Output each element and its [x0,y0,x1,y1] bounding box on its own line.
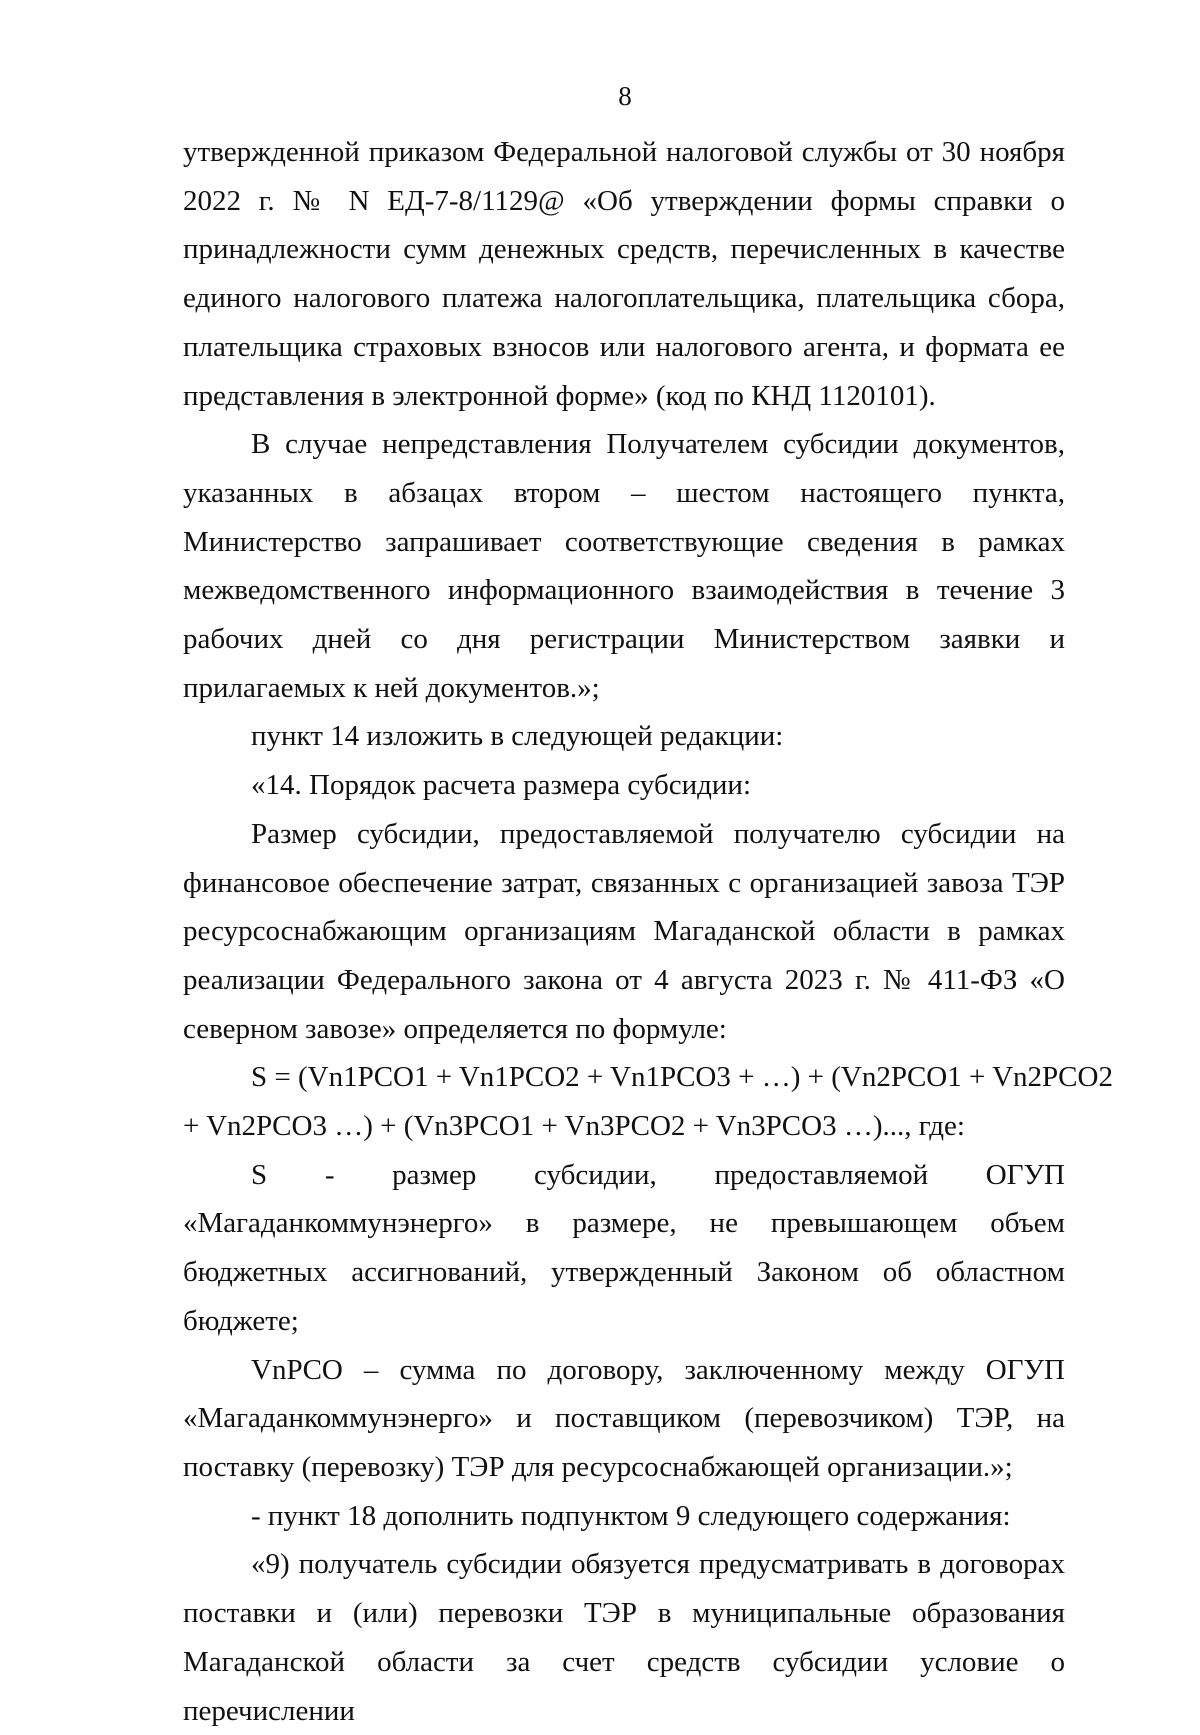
paragraph-5: Размер субсидии, предоставляемой получателю субсидии на финансовое обеспечение затрат, связанных с организацией завоза ТЭР ресурсоснабжающим организациям Магаданской области в рамках реализации Федерального закона от 4 августа 2023 г. № 411-ФЗ «О северном завозе» определяется по формуле: [183,817,1065,1045]
paragraph-7: S - размер субсидии, предоставляемой ОГУП «Магаданкоммунэнерго» в размере, не превышающем объем бюджетных ассигнований, утвержденный Законом об областном бюджете; [183,1158,1065,1337]
paragraph-4: «14. Порядок расчета размера субсидии: [251,769,752,802]
paragraph-10: «9) получатель субсидии обязуется предусматривать в договорах поставки и (или) перевозки ТЭР в муниципальные образования Магаданской области за счет средств субсидии условие о перечислении [183,1548,1065,1727]
page-number: 8 [618,81,632,111]
paragraph-1: утвержденной приказом Федеральной налоговой службы от 30 ноября 2022 г. № N ЕД-7-8/1129@ «Об утверждении формы справки о принадлежности сумм денежных средств, перечисленных в качестве единого налогового платежа налогоплательщика, плательщика сбора, плательщика страховых взносов или налогового агента, и формата ее представления в электронной форме» (код по КНД 1120101). [183,136,1065,412]
formula-line-2: + Vn2PCO3 …) + (Vn3PCO1 + Vn3PCO2 + Vn3PCO3 …)..., где: [183,1110,965,1143]
paragraph-2: В случае непредставления Получателем субсидии документов, указанных в абзацах втором – шестом настоящего пункта, Министерство запрашивает соответствующие сведения в рамках межведомственного информационного взаимодействия в течение 3 рабочих дней со дня регистрации Министерством заявки и прилагаемых к ней документов.»; [183,428,1065,704]
paragraph-9: - пункт 18 дополнить подпунктом 9 следующего содержания: [251,1499,1011,1532]
paragraph-8: VnPCO – сумма по договору, заключенному между ОГУП «Магаданкоммунэнерго» и поставщиком (перевозчиком) ТЭР, на поставку (перевозку) ТЭР для ресурсоснабжающей организации.»; [183,1353,1065,1483]
document-body [183,128,1113,1735]
formula [183,1053,1113,1150]
formula-line-1: S = (Vn1PCO1 + Vn1PCO2 + Vn1PCO3 + …) + (Vn2PCO1 + Vn2PCO2 [251,1061,1113,1094]
paragraph-3: пункт 14 изложить в следующей редакции: [251,720,784,753]
